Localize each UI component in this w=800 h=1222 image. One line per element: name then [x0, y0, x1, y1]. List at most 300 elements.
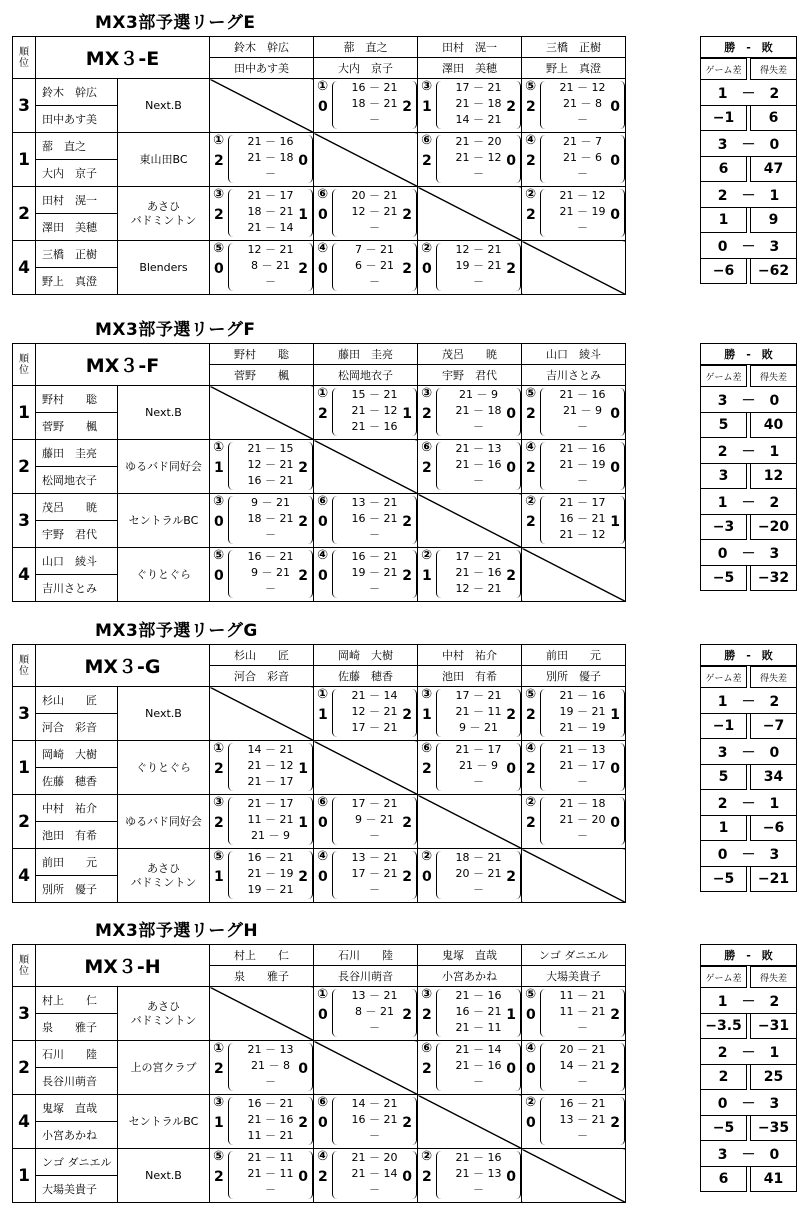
match-games-lost: 0	[506, 1061, 516, 1077]
game-score: 21 － 16	[559, 388, 606, 401]
match-games-lost: 0	[610, 99, 620, 115]
point-diff-value: −35	[750, 1116, 797, 1141]
match-number: ④	[317, 241, 329, 256]
game-score: －	[577, 1075, 588, 1088]
self-match-cell	[314, 1041, 418, 1095]
game-score: 13 － 21	[351, 851, 398, 864]
row-player-2: 池田 有希	[36, 822, 118, 849]
round-robin-table	[12, 944, 626, 1203]
game-score: 21 － 15	[247, 442, 294, 455]
game-score: 14 － 21	[455, 113, 502, 126]
game-score: 21 － 12	[559, 81, 606, 94]
point-diff-value: 47	[750, 157, 797, 182]
game-score: 21 － 13	[455, 442, 502, 455]
team-name: ゆるバド同好会	[118, 440, 210, 494]
row-player-2: 宇野 君代	[36, 521, 118, 548]
match-cell	[418, 741, 522, 795]
rank-header	[13, 945, 36, 987]
column-player-1: 石川 陸	[314, 945, 418, 966]
game-score: 21 － 13	[455, 1167, 502, 1180]
match-number: ⑤	[525, 987, 537, 1002]
self-match-cell	[314, 440, 418, 494]
self-match-cell	[522, 849, 626, 903]
rank-value: 1	[13, 1149, 36, 1203]
game-score: 21 － 16	[247, 1113, 294, 1126]
game-diff-value: −3	[700, 515, 747, 540]
match-games-won: 2	[422, 1169, 432, 1185]
game-score: －	[577, 221, 588, 234]
win-loss-separator: －	[727, 1146, 770, 1163]
self-match-cell	[418, 1095, 522, 1149]
match-games-lost: 2	[506, 99, 516, 115]
match-games-lost: 2	[402, 869, 412, 885]
match-games-won: 1	[422, 707, 432, 723]
match-cell	[210, 849, 314, 903]
game-score: 21 － 18	[247, 151, 294, 164]
game-score: 12 － 21	[351, 705, 398, 718]
game-score: －	[473, 167, 484, 180]
match-games-won: 0	[318, 1007, 328, 1023]
column-player-2: 佐藤 穂香	[314, 666, 418, 687]
game-score: 21 － 7	[563, 135, 602, 148]
team-name: ゆるバド同好会	[118, 795, 210, 849]
game-score: 20 － 21	[455, 867, 502, 880]
rank-value: 2	[13, 1041, 36, 1095]
team-name: Next.B	[118, 1149, 210, 1203]
match-games-won: 2	[526, 99, 536, 115]
match-number: ④	[317, 1149, 329, 1164]
game-score: 21 － 14	[455, 1043, 502, 1056]
league-code: MX３-H	[36, 945, 210, 987]
match-games-lost: 0	[610, 460, 620, 476]
losses: 3	[769, 1095, 780, 1112]
win-loss-record	[700, 1039, 797, 1065]
win-loss-record	[700, 131, 797, 157]
match-cell	[210, 795, 314, 849]
game-score: 21 － 19	[559, 458, 606, 471]
rank-value: 3	[13, 687, 36, 741]
row-player-2: 長谷川萌音	[36, 1068, 118, 1095]
match-games-lost: 1	[298, 815, 308, 831]
rank-value: 4	[13, 548, 36, 602]
match-games-lost: 2	[298, 1115, 308, 1131]
rank-value: 4	[13, 241, 36, 295]
match-cell	[314, 494, 418, 548]
match-games-lost: 2	[506, 707, 516, 723]
win-loss-record	[700, 233, 797, 259]
game-score: 12 － 21	[247, 243, 294, 256]
match-games-lost: 2	[610, 1007, 620, 1023]
row-player-2: 大場美貴子	[36, 1176, 118, 1203]
match-cell	[522, 386, 626, 440]
point-diff-value: −31	[750, 1014, 797, 1039]
match-number: ④	[525, 1041, 537, 1056]
match-games-lost: 2	[610, 1115, 620, 1131]
self-match-cell	[314, 741, 418, 795]
match-number: ②	[421, 849, 433, 864]
game-diff-header: ゲーム差	[700, 966, 747, 988]
game-score: 21 － 12	[247, 759, 294, 772]
match-games-won: 0	[318, 1115, 328, 1131]
point-diff-value: −62	[750, 259, 797, 284]
game-score: 21 － 16	[247, 135, 294, 148]
self-match-cell	[418, 187, 522, 241]
row-player-1: 田村 滉一	[36, 187, 118, 214]
match-number: ⑤	[213, 548, 225, 563]
win-loss-separator: －	[727, 993, 770, 1010]
match-games-lost: 2	[298, 514, 308, 530]
match-number: ②	[525, 494, 537, 509]
game-diff-value: −1	[700, 106, 747, 131]
standings-summary	[700, 343, 797, 591]
game-diff-value: 2	[700, 1065, 747, 1090]
game-score: －	[577, 1021, 588, 1034]
rank-value: 2	[13, 795, 36, 849]
match-cell	[314, 687, 418, 741]
match-games-won: 2	[526, 460, 536, 476]
wins: 3	[717, 392, 728, 409]
point-diff-header: 得失差	[750, 58, 797, 80]
column-player-1: 岡崎 大樹	[314, 645, 418, 666]
match-number: ④	[525, 133, 537, 148]
match-cell	[210, 133, 314, 187]
match-games-lost: 2	[506, 261, 516, 277]
round-robin-table	[12, 36, 626, 295]
win-loss-record	[700, 841, 797, 867]
league-title: MX3部予選リーグE	[95, 13, 256, 33]
game-score: 21 － 20	[455, 135, 502, 148]
losses: 1	[769, 443, 780, 460]
row-player-1: 岡崎 大樹	[36, 741, 118, 768]
match-games-won: 2	[526, 761, 536, 777]
match-cell	[314, 1149, 418, 1203]
match-cell	[210, 1149, 314, 1203]
column-player-1: 茂呂 暁	[418, 344, 522, 365]
match-games-lost: 2	[298, 261, 308, 277]
match-games-won: 0	[318, 99, 328, 115]
column-player-2: 菅野 楓	[210, 365, 314, 386]
match-games-lost: 0	[610, 815, 620, 831]
rank-value: 1	[13, 386, 36, 440]
game-score: 12 － 21	[351, 205, 398, 218]
game-score: 16 － 21	[351, 81, 398, 94]
row-player-1: 蔀 直之	[36, 133, 118, 160]
match-games-won: 0	[318, 568, 328, 584]
match-number: ①	[213, 133, 225, 148]
game-score: 16 － 21	[559, 1097, 606, 1110]
match-cell	[418, 133, 522, 187]
column-player-2: 河合 彩音	[210, 666, 314, 687]
team-name: あさひ バドミントン	[118, 987, 210, 1041]
game-diff-value: −6	[700, 259, 747, 284]
match-number: ②	[525, 795, 537, 810]
match-games-lost: 2	[298, 568, 308, 584]
column-player-1: 藤田 圭亮	[314, 344, 418, 365]
game-score: 21 － 6	[563, 151, 602, 164]
rank-header-label: 順位	[19, 954, 29, 977]
row-player-1: 中村 祐介	[36, 795, 118, 822]
game-score: －	[577, 775, 588, 788]
row-player-2: 松岡地衣子	[36, 467, 118, 494]
losses: 2	[769, 693, 780, 710]
match-games-lost: 0	[610, 761, 620, 777]
game-score: －	[473, 1183, 484, 1196]
match-number: ③	[421, 79, 433, 94]
game-diff-header: ゲーム差	[700, 58, 747, 80]
match-games-won: 2	[526, 153, 536, 169]
league-title: MX3部予選リーグF	[95, 320, 256, 340]
game-score: －	[369, 221, 380, 234]
match-games-won: 0	[318, 869, 328, 885]
losses: 1	[769, 795, 780, 812]
match-cell	[314, 241, 418, 295]
game-score: 21 － 16	[455, 1059, 502, 1072]
point-diff-value: −32	[750, 566, 797, 591]
win-loss-separator: －	[727, 238, 770, 255]
game-score: 20 － 21	[559, 1043, 606, 1056]
game-score: 16 － 21	[247, 1097, 294, 1110]
match-cell	[314, 386, 418, 440]
point-diff-value: −20	[750, 515, 797, 540]
team-name: セントラルBC	[118, 1095, 210, 1149]
self-match-cell	[314, 133, 418, 187]
match-games-won: 0	[214, 568, 224, 584]
match-cell	[314, 987, 418, 1041]
row-player-2: 小宮あかね	[36, 1122, 118, 1149]
match-cell	[418, 241, 522, 295]
point-diff-value: 9	[750, 208, 797, 233]
row-player-1: 野村 聡	[36, 386, 118, 413]
game-score: 12 － 21	[455, 582, 502, 595]
game-score: －	[265, 275, 276, 288]
game-score: 18 － 21	[247, 512, 294, 525]
game-score: 21 － 13	[559, 743, 606, 756]
match-number: ④	[525, 440, 537, 455]
game-score: －	[473, 474, 484, 487]
game-diff-value: 1	[700, 208, 747, 233]
column-player-2: 長谷川萌音	[314, 966, 418, 987]
self-match-cell	[210, 386, 314, 440]
point-diff-value: 12	[750, 464, 797, 489]
wins: 1	[717, 85, 728, 102]
match-number: ⑤	[213, 849, 225, 864]
column-player-1: 山口 綾斗	[522, 344, 626, 365]
game-score: 21 － 11	[247, 1167, 294, 1180]
game-score: 17 － 21	[455, 550, 502, 563]
match-games-lost: 0	[610, 207, 620, 223]
game-score: 21 － 9	[459, 388, 498, 401]
column-player-1: ンゴ ダニエル	[522, 945, 626, 966]
match-games-lost: 0	[402, 1169, 412, 1185]
match-games-won: 1	[318, 707, 328, 723]
win-loss-record	[700, 438, 797, 464]
match-games-lost: 2	[506, 869, 516, 885]
rank-header-label: 順位	[19, 654, 29, 677]
game-score: －	[473, 775, 484, 788]
match-cell	[418, 849, 522, 903]
game-score: －	[265, 528, 276, 541]
row-player-1: 鬼塚 直哉	[36, 1095, 118, 1122]
game-score: 16 － 21	[351, 1113, 398, 1126]
match-cell	[210, 548, 314, 602]
row-player-1: 三橋 正樹	[36, 241, 118, 268]
team-name: Next.B	[118, 687, 210, 741]
column-player-2: 宇野 君代	[418, 365, 522, 386]
rank-header	[13, 37, 36, 79]
team-name: あさひ バドミントン	[118, 187, 210, 241]
match-games-lost: 1	[298, 207, 308, 223]
team-name: 上の宮クラブ	[118, 1041, 210, 1095]
row-player-2: 佐藤 穂香	[36, 768, 118, 795]
rank-value: 1	[13, 133, 36, 187]
wins: 1	[717, 693, 728, 710]
game-score: 21 － 12	[559, 189, 606, 202]
row-player-2: 泉 雅子	[36, 1014, 118, 1041]
wins: 1	[717, 494, 728, 511]
game-score: 11 － 21	[559, 1005, 606, 1018]
game-score: 21 － 16	[559, 689, 606, 702]
game-score: －	[369, 113, 380, 126]
game-score: 14 － 21	[351, 1097, 398, 1110]
game-score: 21 － 8	[251, 1059, 290, 1072]
self-match-cell	[522, 548, 626, 602]
game-score: 9 － 21	[459, 721, 498, 734]
game-score: －	[577, 1129, 588, 1142]
match-games-lost: 2	[402, 261, 412, 277]
win-loss-header: 勝 - 敗	[700, 343, 797, 365]
game-score: 17 － 21	[351, 867, 398, 880]
game-score: －	[369, 275, 380, 288]
league-title: MX3部予選リーグG	[95, 621, 258, 641]
match-games-won: 2	[214, 761, 224, 777]
game-score: 15 － 21	[351, 388, 398, 401]
match-cell	[418, 987, 522, 1041]
column-player-1: 三橋 正樹	[522, 37, 626, 58]
league-code: MX３-G	[36, 645, 210, 687]
game-diff-value: −5	[700, 566, 747, 591]
win-loss-header: 勝 - 敗	[700, 36, 797, 58]
column-player-1: 野村 聡	[210, 344, 314, 365]
row-player-1: 村上 仁	[36, 987, 118, 1014]
match-number: ③	[213, 795, 225, 810]
match-games-won: 0	[526, 1115, 536, 1131]
match-games-won: 2	[526, 514, 536, 530]
win-loss-separator: －	[727, 136, 770, 153]
match-number: ⑥	[421, 133, 433, 148]
row-player-2: 大内 京子	[36, 160, 118, 187]
match-number: ⑤	[213, 1149, 225, 1164]
match-cell	[210, 440, 314, 494]
game-score: 9 － 21	[251, 496, 290, 509]
wins: 1	[717, 993, 728, 1010]
point-diff-value: −6	[750, 816, 797, 841]
standings-summary	[700, 644, 797, 892]
win-loss-separator: －	[727, 85, 770, 102]
row-player-2: 吉川さとみ	[36, 575, 118, 602]
game-score: 21 － 16	[559, 442, 606, 455]
column-player-2: 小宮あかね	[418, 966, 522, 987]
game-score: －	[577, 167, 588, 180]
match-games-won: 0	[214, 261, 224, 277]
row-player-2: 田中あす美	[36, 106, 118, 133]
game-score: 21 － 17	[559, 759, 606, 772]
game-score: －	[473, 883, 484, 896]
game-score: 21 － 20	[351, 1151, 398, 1164]
match-games-lost: 2	[298, 869, 308, 885]
point-diff-header: 得失差	[750, 666, 797, 688]
win-loss-record	[700, 688, 797, 714]
wins: 3	[717, 1146, 728, 1163]
point-diff-value: 6	[750, 106, 797, 131]
game-score: 21 － 20	[559, 813, 606, 826]
game-score: 21 － 17	[455, 743, 502, 756]
match-games-won: 0	[526, 1061, 536, 1077]
losses: 1	[769, 1044, 780, 1061]
game-score: 21 － 14	[247, 221, 294, 234]
game-score: －	[577, 829, 588, 842]
wins: 0	[717, 1095, 728, 1112]
losses: 3	[769, 238, 780, 255]
match-games-won: 2	[422, 761, 432, 777]
column-player-1: 前田 元	[522, 645, 626, 666]
column-player-1: 村上 仁	[210, 945, 314, 966]
rank-header-label: 順位	[19, 353, 29, 376]
column-player-2: 澤田 美穂	[418, 58, 522, 79]
match-cell	[522, 79, 626, 133]
game-score: 7 － 21	[355, 243, 394, 256]
match-number: ②	[421, 548, 433, 563]
losses: 0	[769, 1146, 780, 1163]
point-diff-value: 34	[750, 765, 797, 790]
game-score: 13 － 21	[351, 496, 398, 509]
game-score: 20 － 21	[351, 189, 398, 202]
point-diff-value: −7	[750, 714, 797, 739]
point-diff-header: 得失差	[750, 365, 797, 387]
match-games-lost: 2	[402, 568, 412, 584]
game-score: 17 － 21	[351, 721, 398, 734]
match-games-lost: 0	[298, 1061, 308, 1077]
column-player-2: 田中あす美	[210, 58, 314, 79]
team-name: 東山田BC	[118, 133, 210, 187]
match-cell	[314, 79, 418, 133]
match-games-won: 1	[422, 99, 432, 115]
game-score: 14 － 21	[559, 1059, 606, 1072]
match-number: ⑤	[213, 241, 225, 256]
game-diff-value: 6	[700, 1167, 747, 1192]
match-games-lost: 1	[402, 406, 412, 422]
game-score: －	[473, 1075, 484, 1088]
match-cell	[522, 741, 626, 795]
match-number: ④	[525, 741, 537, 756]
game-score: 17 － 21	[455, 689, 502, 702]
row-player-1: 石川 陸	[36, 1041, 118, 1068]
game-score: 18 － 21	[455, 851, 502, 864]
match-cell	[522, 1095, 626, 1149]
team-name: ぐりとぐら	[118, 548, 210, 602]
match-cell	[418, 1149, 522, 1203]
losses: 0	[769, 744, 780, 761]
match-games-won: 2	[422, 1007, 432, 1023]
wins: 2	[717, 187, 728, 204]
game-score: 21 － 17	[559, 496, 606, 509]
match-games-lost: 0	[506, 1169, 516, 1185]
game-score: 13 － 21	[351, 989, 398, 1002]
team-name: Blenders	[118, 241, 210, 295]
league-title: MX3部予選リーグH	[95, 921, 259, 941]
rank-value: 4	[13, 1095, 36, 1149]
row-player-1: 杉山 匠	[36, 687, 118, 714]
game-diff-value: −5	[700, 867, 747, 892]
